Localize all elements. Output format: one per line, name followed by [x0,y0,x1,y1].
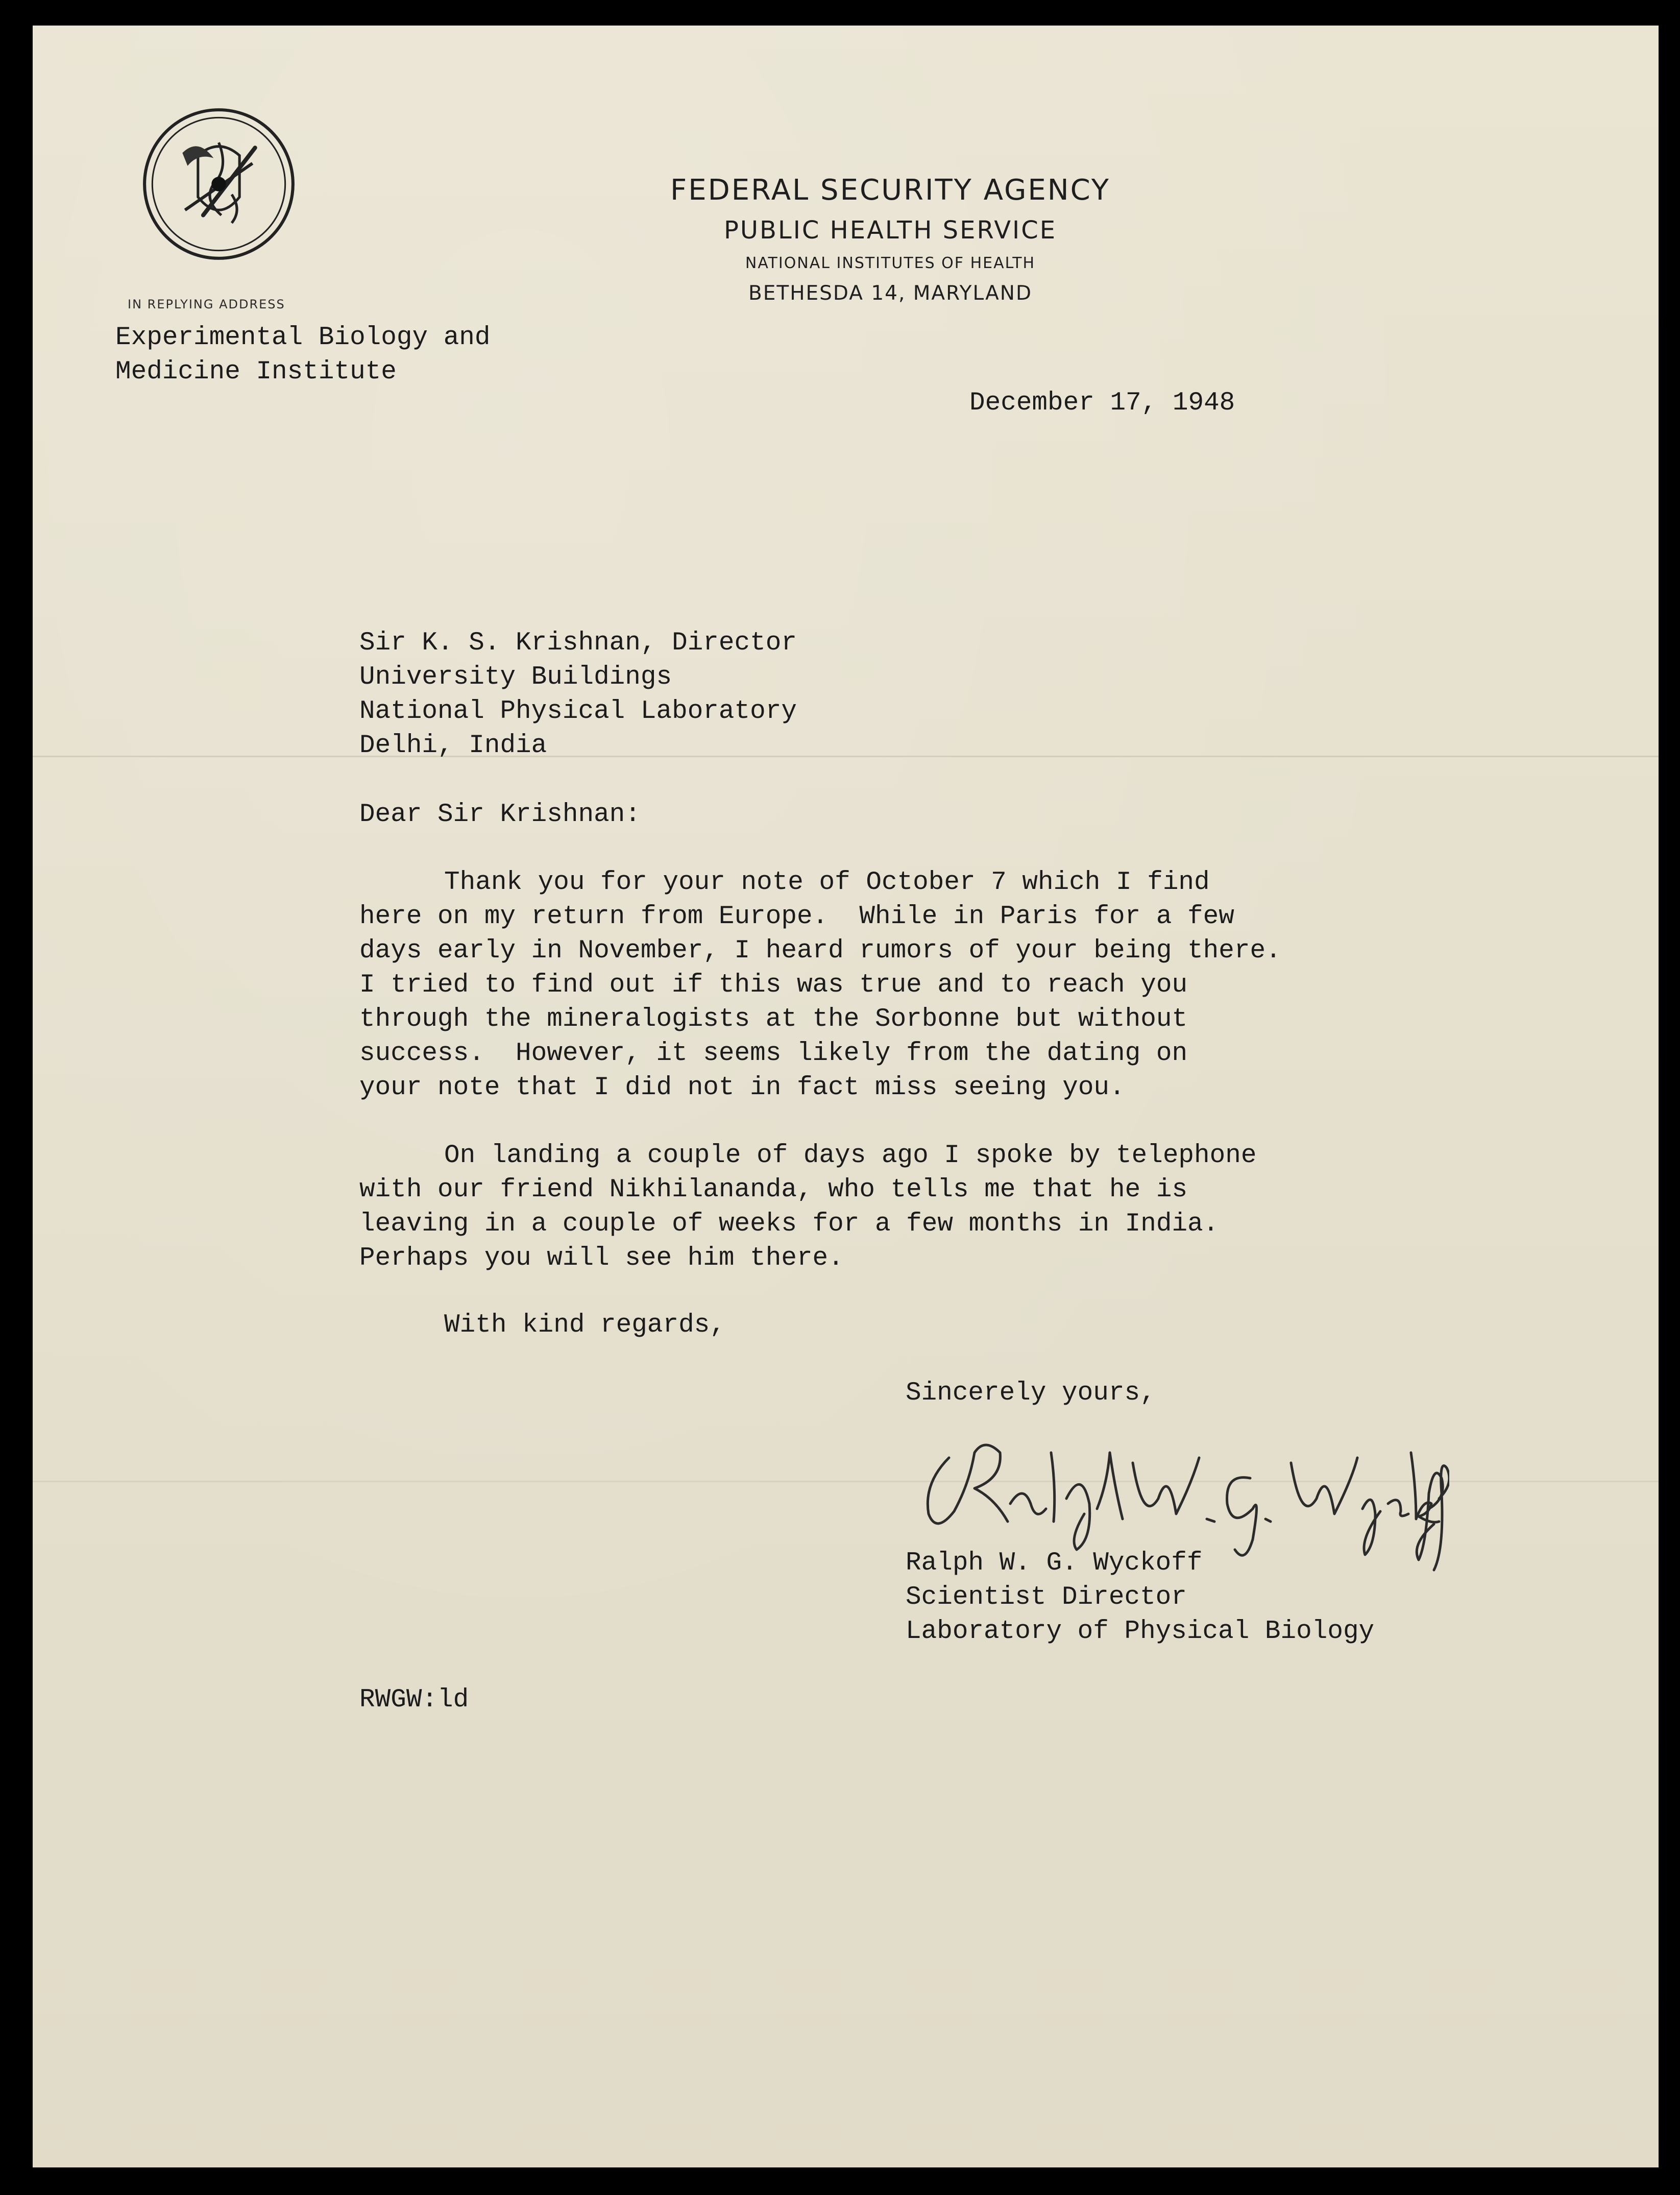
body-paragraph-1 [359,865,1281,1105]
letterhead [533,176,1248,303]
return-address-line: Medicine Institute [115,357,397,387]
public-health-service-seal-icon [141,106,297,262]
recipient-line: Sir K. S. Krishnan, Director [359,629,797,658]
letter-date: December 17, 1948 [969,389,1235,418]
body-line: I tried to find out if this was true and to reach you [359,971,1188,1000]
complimentary-close: Sincerely yours, [906,1379,1156,1408]
letterhead-location: BETHESDA 14, MARYLAND [748,282,1033,305]
body-paragraph-2 [359,1139,1256,1275]
return-address-line: Experimental Biology and [115,323,491,352]
body-line: with our friend Nikhilananda, who tells me that he is [359,1175,1188,1204]
body-line: your note that I did not in fact miss seeing you. [359,1073,1125,1102]
institutes-name: NATIONAL INSTITUTES OF HEALTH [745,254,1036,272]
signatory-department: Laboratory of Physical Biology [906,1617,1375,1646]
body-line: success. However, it seems likely from the dating on [359,1039,1188,1068]
salutation: Dear Sir Krishnan: [359,800,641,829]
body-line: leaving in a couple of weeks for a few months in India. [359,1210,1219,1239]
signature-block [906,1546,1374,1649]
reply-label: IN REPLYING ADDRESS [128,297,285,311]
letter-page [33,26,1659,2167]
closing-line: With kind regards, [444,1311,725,1340]
body-line: Perhaps you will see him there. [359,1244,844,1273]
agency-name: FEDERAL SECURITY AGENCY [670,174,1111,207]
recipient-line: University Buildings [359,663,672,692]
body-line: through the mineralogists at the Sorbonne but without [359,1005,1188,1034]
body-line: here on my return from Europe. While in Paris for a few [359,902,1234,931]
service-name: PUBLIC HEALTH SERVICE [723,216,1057,245]
recipient-address [359,626,797,763]
body-line: On landing a couple of days ago I spoke by telephone [444,1141,1257,1170]
recipient-line: Delhi, India [359,731,547,760]
body-line: days early in November, I heard rumors of your being there. [359,936,1281,966]
reference-initials: RWGW:ld [359,1685,469,1715]
signatory-title: Scientist Director [906,1583,1187,1612]
body-line: Thank you for your note of October 7 which I find [444,868,1210,897]
signatory-name: Ralph W. G. Wyckoff [906,1549,1203,1578]
paper-fold-line [33,756,1659,757]
recipient-line: National Physical Laboratory [359,697,797,726]
return-address [115,321,491,389]
